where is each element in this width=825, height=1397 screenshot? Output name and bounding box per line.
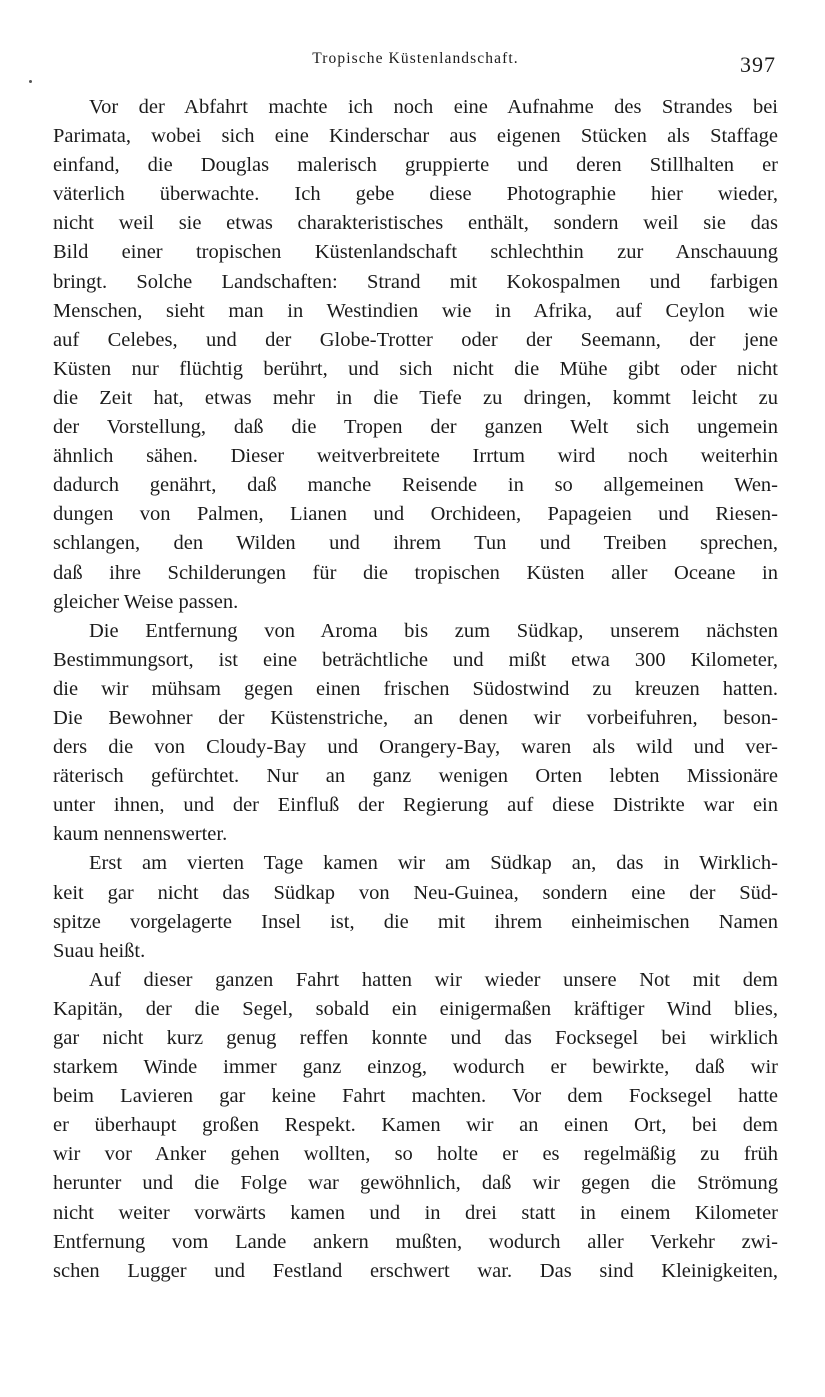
text-line: Kapitän, der die Segel, sobald ein einigermaßen kräftiger Wind blies, bbox=[53, 997, 778, 1020]
text-line: auf Celebes, und der Globe-Trotter oder der Seemann, der jene bbox=[53, 328, 778, 351]
text-line: unter ihnen, und der Einfluß der Regierung auf diese Distrikte war ein bbox=[53, 794, 778, 817]
page-header bbox=[53, 46, 778, 86]
text-line: Auf dieser ganzen Fahrt hatten wir wieder unsere Not mit dem bbox=[89, 968, 778, 991]
text-line: nicht weiter vorwärts kamen und in drei statt in einem Kilometer bbox=[53, 1201, 778, 1224]
page-number: 397 bbox=[740, 52, 776, 77]
text-line: kaum nennenswerter. bbox=[53, 823, 228, 846]
text-line: ders die von Cloudy-Bay und Orangery-Bay, waren als wild und ver- bbox=[53, 736, 778, 759]
text-line: gleicher Weise passen. bbox=[53, 590, 239, 613]
text-line: Bestimmungsort, ist eine beträchtliche und mißt etwa 300 Kilometer, bbox=[53, 648, 778, 671]
text-line: räterisch gefürchtet. Nur an ganz wenigen Orten lebten Missionäre bbox=[53, 765, 778, 788]
text-line: Bild einer tropischen Küstenlandschaft schlechthin zur Anschauung bbox=[53, 241, 778, 264]
text-line: Die Bewohner der Küstenstriche, an denen wir vorbeifuhren, beson- bbox=[53, 706, 778, 729]
margin-speck bbox=[29, 80, 32, 83]
text-line: die Zeit hat, etwas mehr in die Tiefe zu dringen, kommt leicht zu bbox=[53, 386, 778, 409]
text-line: bringt. Solche Landschaften: Strand mit Kokospalmen und farbigen bbox=[53, 270, 778, 293]
text-line: schlangen, den Wilden und ihrem Tun und Treiben sprechen, bbox=[53, 532, 778, 555]
text-line: keit gar nicht das Südkap von Neu-Guinea, sondern eine der Süd- bbox=[53, 881, 778, 904]
text-line: Vor der Abfahrt machte ich noch eine Aufnahme des Strandes bei bbox=[89, 96, 778, 118]
text-line: dadurch genährt, daß manche Reisende in so allgemeinen Wen- bbox=[53, 474, 778, 497]
text-line: er überhaupt großen Respekt. Kamen wir an einen Ort, bei dem bbox=[53, 1114, 778, 1137]
text-line: Küsten nur flüchtig berührt, und sich nicht die Mühe gibt oder nicht bbox=[53, 357, 778, 380]
paragraph bbox=[53, 966, 778, 1286]
text-line: väterlich überwachte. Ich gebe diese Photographie hier wieder, bbox=[53, 183, 778, 206]
text-line: die wir mühsam gegen einen frischen Südostwind zu kreuzen hatten. bbox=[53, 677, 778, 700]
text-line: daß ihre Schilderungen für die tropischen Küsten aller Oceane in bbox=[53, 561, 778, 584]
text-line: Menschen, sieht man in Westindien wie in Afrika, auf Ceylon wie bbox=[53, 299, 778, 322]
text-line: herunter und die Folge war gewöhnlich, daß wir gegen die Strömung bbox=[53, 1172, 778, 1195]
text-line: Entfernung vom Lande ankern mußten, wodurch aller Verkehr zwi- bbox=[53, 1230, 778, 1253]
text-line: wir vor Anker gehen wollten, so holte er es regelmäßig zu früh bbox=[53, 1143, 778, 1166]
text-line: nicht weil sie etwas charakteristisches enthält, sondern weil sie das bbox=[53, 212, 778, 235]
paragraph bbox=[53, 93, 778, 617]
text-line: ähnlich sähen. Dieser weitverbreitete Irrtum wird noch weiterhin bbox=[53, 445, 778, 468]
text-line: Suau heißt. bbox=[53, 939, 146, 962]
body-text bbox=[53, 93, 778, 1286]
paragraph bbox=[53, 849, 778, 965]
text-line: beim Lavieren gar keine Fahrt machten. Vor dem Focksegel hatte bbox=[53, 1085, 778, 1108]
text-line: gar nicht kurz genug reffen konnte und das Focksegel bei wirklich bbox=[53, 1027, 778, 1049]
text-line: einfand, die Douglas malerisch gruppierte und deren Stillhalten er bbox=[53, 154, 778, 177]
text-line: Erst am vierten Tage kamen wir am Südkap an, das in Wirklich- bbox=[89, 852, 778, 875]
text-line: schen Lugger und Festland erschwert war. Das sind Kleinigkeiten, bbox=[53, 1259, 778, 1282]
paragraph bbox=[53, 617, 778, 850]
text-line: Parimata, wobei sich eine Kinderschar aus eigenen Stücken als Staffage bbox=[53, 125, 778, 148]
text-line: starkem Winde immer ganz einzog, wodurch er bewirkte, daß wir bbox=[53, 1056, 778, 1079]
running-title: Tropische Küstenlandschaft. bbox=[312, 50, 519, 67]
text-line: dungen von Palmen, Lianen und Orchideen, Papageien und Riesen- bbox=[53, 503, 778, 526]
text-line: spitze vorgelagerte Insel ist, die mit ihrem einheimischen Namen bbox=[53, 910, 778, 933]
text-line: der Vorstellung, daß die Tropen der ganzen Welt sich ungemein bbox=[53, 416, 778, 439]
text-line: Die Entfernung von Aroma bis zum Südkap, unserem nächsten bbox=[89, 619, 778, 642]
